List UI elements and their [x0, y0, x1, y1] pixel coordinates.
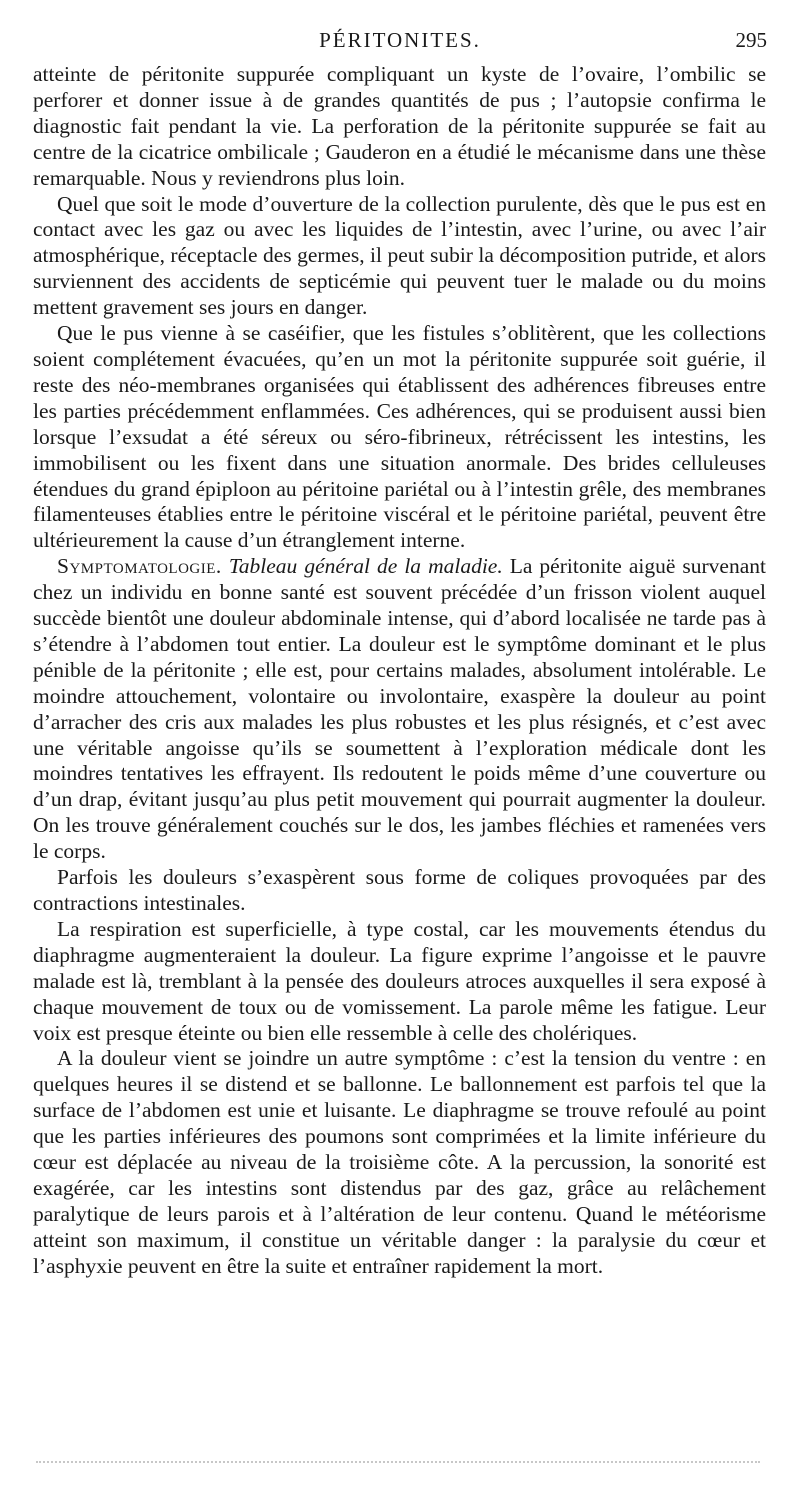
paragraph-continuation: atteinte de péritonite suppurée compliquant un kyste de l’ovaire, l’ombilic se perforer et donner issue à de grandes quantités de pus ; l’autopsie confirma le diagnostic fait pendant la vie. La perforation de la péritonite suppurée se fait au centre de la cicatrice ombilicale ; Gauderon en a étudié le mécanisme dans une thèse remarquable. Nous y reviendrons plus loin. [33, 62, 766, 190]
symptomatology-text: La péritonite aiguë survenant chez un individu en bonne santé est souvent précédée d’un frisson violent auquel succède bientôt une douleur abdominale intense, qui d’abord localisée ne tarde pas à s’étendre à l’abdomen tout entier. La douleur est le symptôme dominant et le plus pénible de la péritonite ; elle est, pour certains malades, absolument intolérable. Le moindre attouchement, volontaire ou involontaire, exaspère la douleur au point d’arracher des cris aux malades les plus robustes et les plus résignés, et c’est avec une véritable angoisse qu’ils se soumettent à l’exploration médicale dont les moindres tentatives les effrayent. Ils redoutent le poids même d’une couverture ou d’un drap, évitant jusqu’au plus petit mouvement qui pourrait augmenter la douleur. On les trouve généralement couchés sur le dos, les jambes fléchies et ramenées vers le corps. [33, 554, 766, 864]
footer-rule [36, 1461, 760, 1463]
paragraph-colics: Parfois les douleurs s’exaspèrent sous forme de coliques provoquées par des contractions intestinales. [33, 865, 766, 915]
section-subheading: Tableau général de la maladie. [228, 554, 503, 579]
paragraph-tension: A la douleur vient se joindre un autre symptôme : c’est la tension du ventre : en quelques heures il se distend et se ballonne. Le ballonnement est parfois tel que la surface de l’abdomen est unie et luisante. Le diaphragme se trouve refoulé au point que les parties inférieures des poumons sont comprimées et la limite inférieure du cœur est déplacée au niveau de la troisième côte. A la percussion, la sonorité est exagérée, car les intestins sont distendus par des gaz, grâce au relâchement paralytique de leurs parois et à l’altération de leur contenu. Quand le météorisme atteint son maximum, il constitue un véritable danger : la paralysie du cœur et l’asphyxie peuvent en être la suite et entraîner rapidement la mort. [33, 1046, 766, 1278]
running-title: PÉRITONITES. [319, 28, 481, 52]
page-number: 295 [735, 28, 767, 52]
paragraph-respiration: La respiration est superficielle, à type costal, car les mouvements étendus du diaphragme augmenteraient la douleur. La figure exprime l’angoisse et le pauvre malade est là, tremblant à la pensée des douleurs atroces auxquelles il sera exposé à chaque mouvement de toux ou de vomissement. La parole même les fatigue. Leur voix est presque éteinte ou bien elle ressemble à celle des cholériques. [33, 916, 766, 1045]
running-header [33, 28, 767, 58]
body-text [33, 62, 766, 1280]
paragraph-decomposition: Quel que soit le mode d’ouverture de la collection purulente, dès que le pus est en contact avec les gaz ou avec les liquides de l’intestin, avec l’urine, ou avec l’air atmosphérique, réceptacle des germes, il peut subir la décomposition putride, et alors surviennent des accidents de septicémie qui peuvent tuer le malade ou du moins mettent gravement ses jours en danger. [33, 191, 766, 320]
section-heading: Symptomatologie. [57, 554, 222, 579]
paragraph-symptomatology [33, 554, 766, 865]
paragraph-adhesions: Que le pus vienne à se caséifier, que les fistules s’oblitèrent, que les collections soient complétement évacuées, qu’en un mot la péritonite suppurée soit guérie, il reste des néo-membranes organisées qui établissent des adhérences fibreuses entre les parties précédemment enflammées. Ces adhérences, qui se produisent aussi bien lorsque l’exsudat a été séreux ou séro-fibrineux, rétrécissent les intestins, les immobilisent ou les fixent dans une situation anormale. Des brides celluleuses étendues du grand épiploon au péritoine pariétal ou à l’intestin grêle, des membranes filamenteuses établies entre le péritoine viscéral et le péritoine pariétal, peuvent être ultérieurement la cause d’un étranglement interne. [33, 321, 766, 553]
